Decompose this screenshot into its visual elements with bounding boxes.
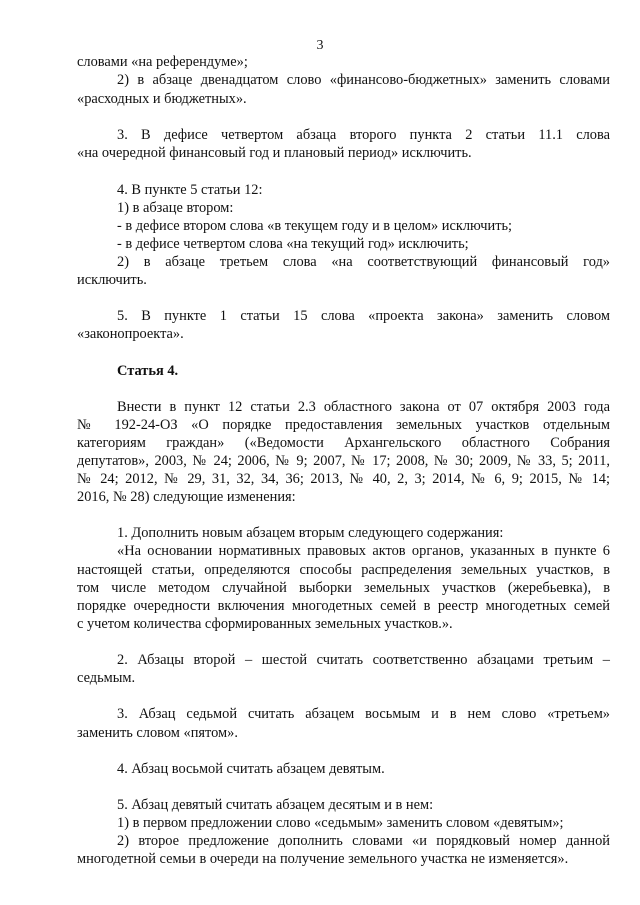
text-line: седьмым. — [77, 670, 136, 686]
text-line: 4. Абзац восьмой считать абзацем девятым. — [117, 761, 385, 777]
text-line: «на очередной финансовый год и плановый период» исключить. — [77, 145, 472, 161]
page-number: 3 — [316, 38, 324, 53]
text-line: 2016, № 28) следующие изменения: — [77, 489, 296, 505]
text-line: № 24; 2012, № 29, 31, 32, 34, 36; 2013, № 40, 2, 3; 2014, № 6, 9; 2015, № 14; — [77, 471, 610, 487]
text-line: многодетной семьи в очереди на получение земельного участка не изменяется». — [77, 851, 569, 867]
text-line: 5. Абзац девятый считать абзацем десятым и в нем: — [117, 797, 434, 813]
text-line: настоящей статьи, определяются способы распределения земельных участков, в — [77, 562, 610, 578]
text-line: - в дефисе четвертом слова «на текущий год» исключить; — [117, 236, 469, 252]
text-line: с учетом количества сформированных земельных участков.». — [77, 616, 453, 632]
text-line: «На основании нормативных правовых актов органов, указанных в пункте 6 — [117, 543, 610, 559]
text-line: 2) в абзаце двенадцатом слово «финансово-бюджетных» заменить словами — [117, 72, 610, 88]
text-line: 1) в абзаце втором: — [117, 200, 234, 216]
text-line: 2. Абзацы второй – шестой считать соответственно абзацами третьим – — [117, 652, 610, 668]
text-line: «законопроекта». — [77, 326, 184, 342]
text-line: категориям граждан» («Ведомости Архангельского областного Собрания — [77, 435, 610, 451]
text-line: 3. В дефисе четвертом абзаца второго пункта 2 статьи 11.1 слова — [117, 127, 610, 143]
text-line: 5. В пункте 1 статьи 15 слова «проекта закона» заменить словом — [117, 308, 610, 324]
text-line: 2) второе предложение дополнить словами «и порядковый номер данной — [117, 833, 610, 849]
text-line: порядке очередности включения многодетных семей в реестр многодетных семей — [77, 598, 610, 614]
text-line: исключить. — [77, 272, 147, 288]
article-heading: Статья 4. — [117, 363, 179, 379]
text-line: 1) в первом предложении слово «седьмым» заменить словом «девятым»; — [117, 815, 564, 831]
text-line: - в дефисе втором слова «в текущем году и в целом» исключить; — [117, 218, 513, 234]
text-line: словами «на референдуме»; — [77, 54, 248, 70]
text-line: Внести в пункт 12 статьи 2.3 областного закона от 07 октября 2003 года — [117, 399, 610, 415]
text-line: «расходных и бюджетных». — [77, 91, 247, 107]
text-line: заменить словом «пятом». — [77, 725, 238, 741]
text-line: № 192-24-ОЗ «О порядке предоставления земельных участков отдельным — [77, 417, 610, 433]
text-line: том числе методом случайной выборки земельных участков (жеребьевка), в — [77, 580, 610, 596]
text-line: 1. Дополнить новым абзацем вторым следующего содержания: — [117, 525, 504, 541]
text-line: депутатов», 2003, № 24; 2006, № 9; 2007, № 17; 2008, № 30; 2009, № 33, 5; 2011, — [77, 453, 610, 469]
text-line: 4. В пункте 5 статьи 12: — [117, 182, 263, 198]
text-line: 3. Абзац седьмой считать абзацем восьмым и в нем слово «третьем» — [117, 706, 610, 722]
text-line: 2) в абзаце третьем слова «на соответствующий финансовый год» — [117, 254, 610, 270]
